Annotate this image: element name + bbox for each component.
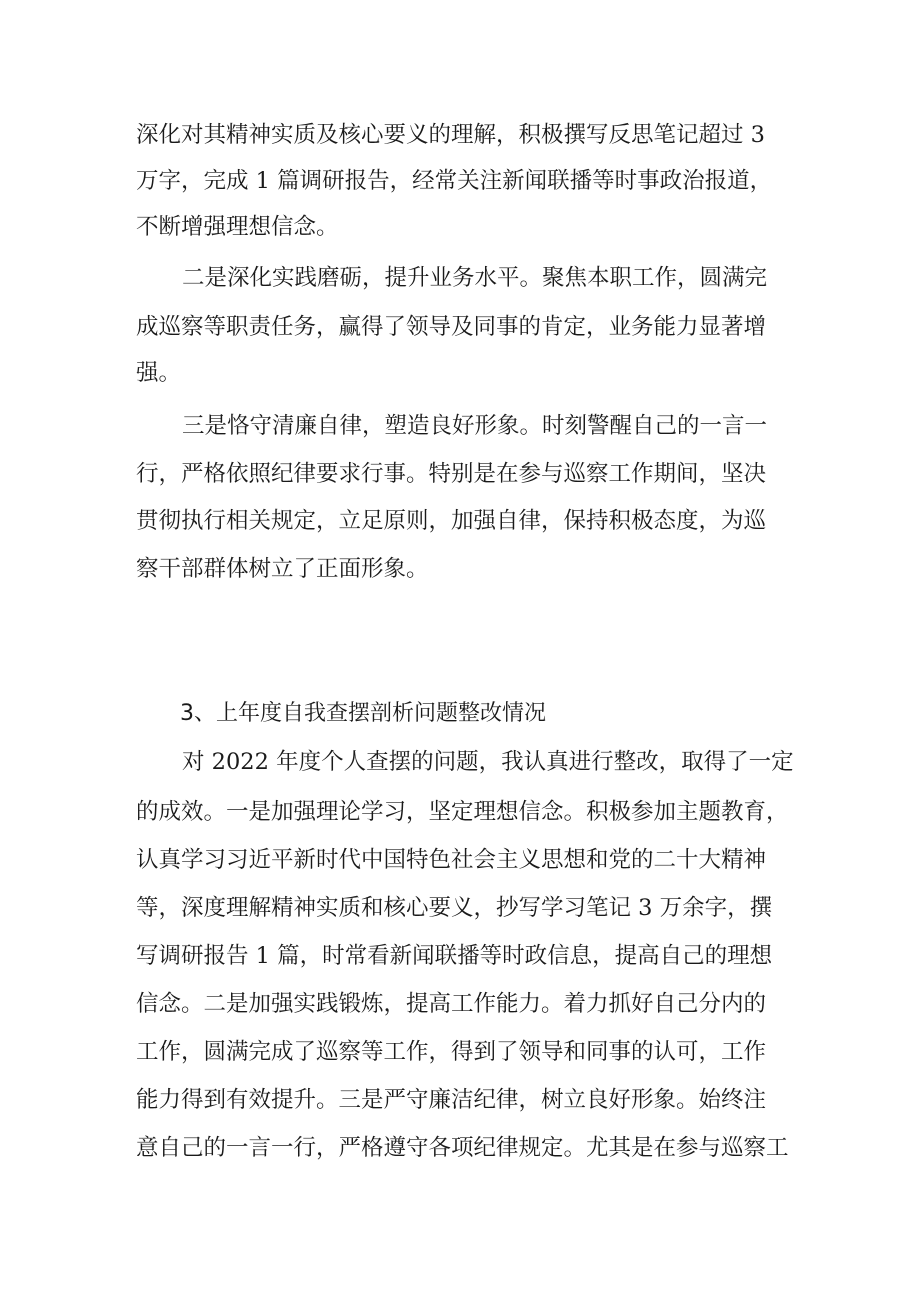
text-line: 写调研报告 1 篇，时常看新闻联播等时政信息，提高自己的理想: [136, 943, 773, 969]
text-line: 贯彻执行相关规定，立足原则，加强自律，保持积极态度，为巡: [136, 508, 767, 534]
text-line: 成巡察等职责任务，赢得了领导及同事的肯定，业务能力显著增: [136, 314, 767, 340]
text-line: 行，严格依照纪律要求行事。特别是在参与巡察工作期间，坚决: [136, 461, 767, 487]
text-line: 三是恪守清廉自律，塑造良好形象。时刻警醒自己的一言一: [182, 413, 768, 439]
text-line: 万字，完成 1 篇调研报告，经常关注新闻联播等时事政治报道，: [136, 168, 773, 194]
text-line: 的成效。一是加强理论学习，坚定理想信念。积极参加主题教育，: [136, 799, 789, 825]
text-line: 察干部群体树立了正面形象。: [136, 556, 429, 582]
text-line: 对 2022 年度个人查摆的问题，我认真进行整改，取得了一定: [182, 749, 794, 775]
text-line: 工作，圆满完成了巡察等工作，得到了领导和同事的认可，工作: [136, 1039, 767, 1065]
text-line: 能力得到有效提升。三是严守廉洁纪律，树立良好形象。始终注: [136, 1087, 767, 1113]
section-heading: 3、上年度自我查摆剖析问题整改情况: [180, 701, 546, 726]
text-line: 认真学习习近平新时代中国特色社会主义思想和党的二十大精神: [136, 847, 767, 873]
text-line: 深化对其精神实质及核心要义的理解，积极撰写反思笔记超过 3: [136, 122, 765, 148]
text-line: 信念。二是加强实践锻炼，提高工作能力。着力抓好自己分内的: [136, 991, 767, 1017]
text-line: 二是深化实践磨砺，提升业务水平。聚焦本职工作，圆满完: [182, 265, 768, 291]
text-line: 意自己的一言一行，严格遵守各项纪律规定。尤其是在参与巡察工: [136, 1135, 789, 1161]
text-line: 不断增强理想信念。: [136, 214, 339, 240]
text-line: 强。: [136, 360, 182, 386]
text-line: 等，深度理解精神实质和核心要义，抄写学习笔记 3 万余字，撰: [136, 895, 773, 921]
